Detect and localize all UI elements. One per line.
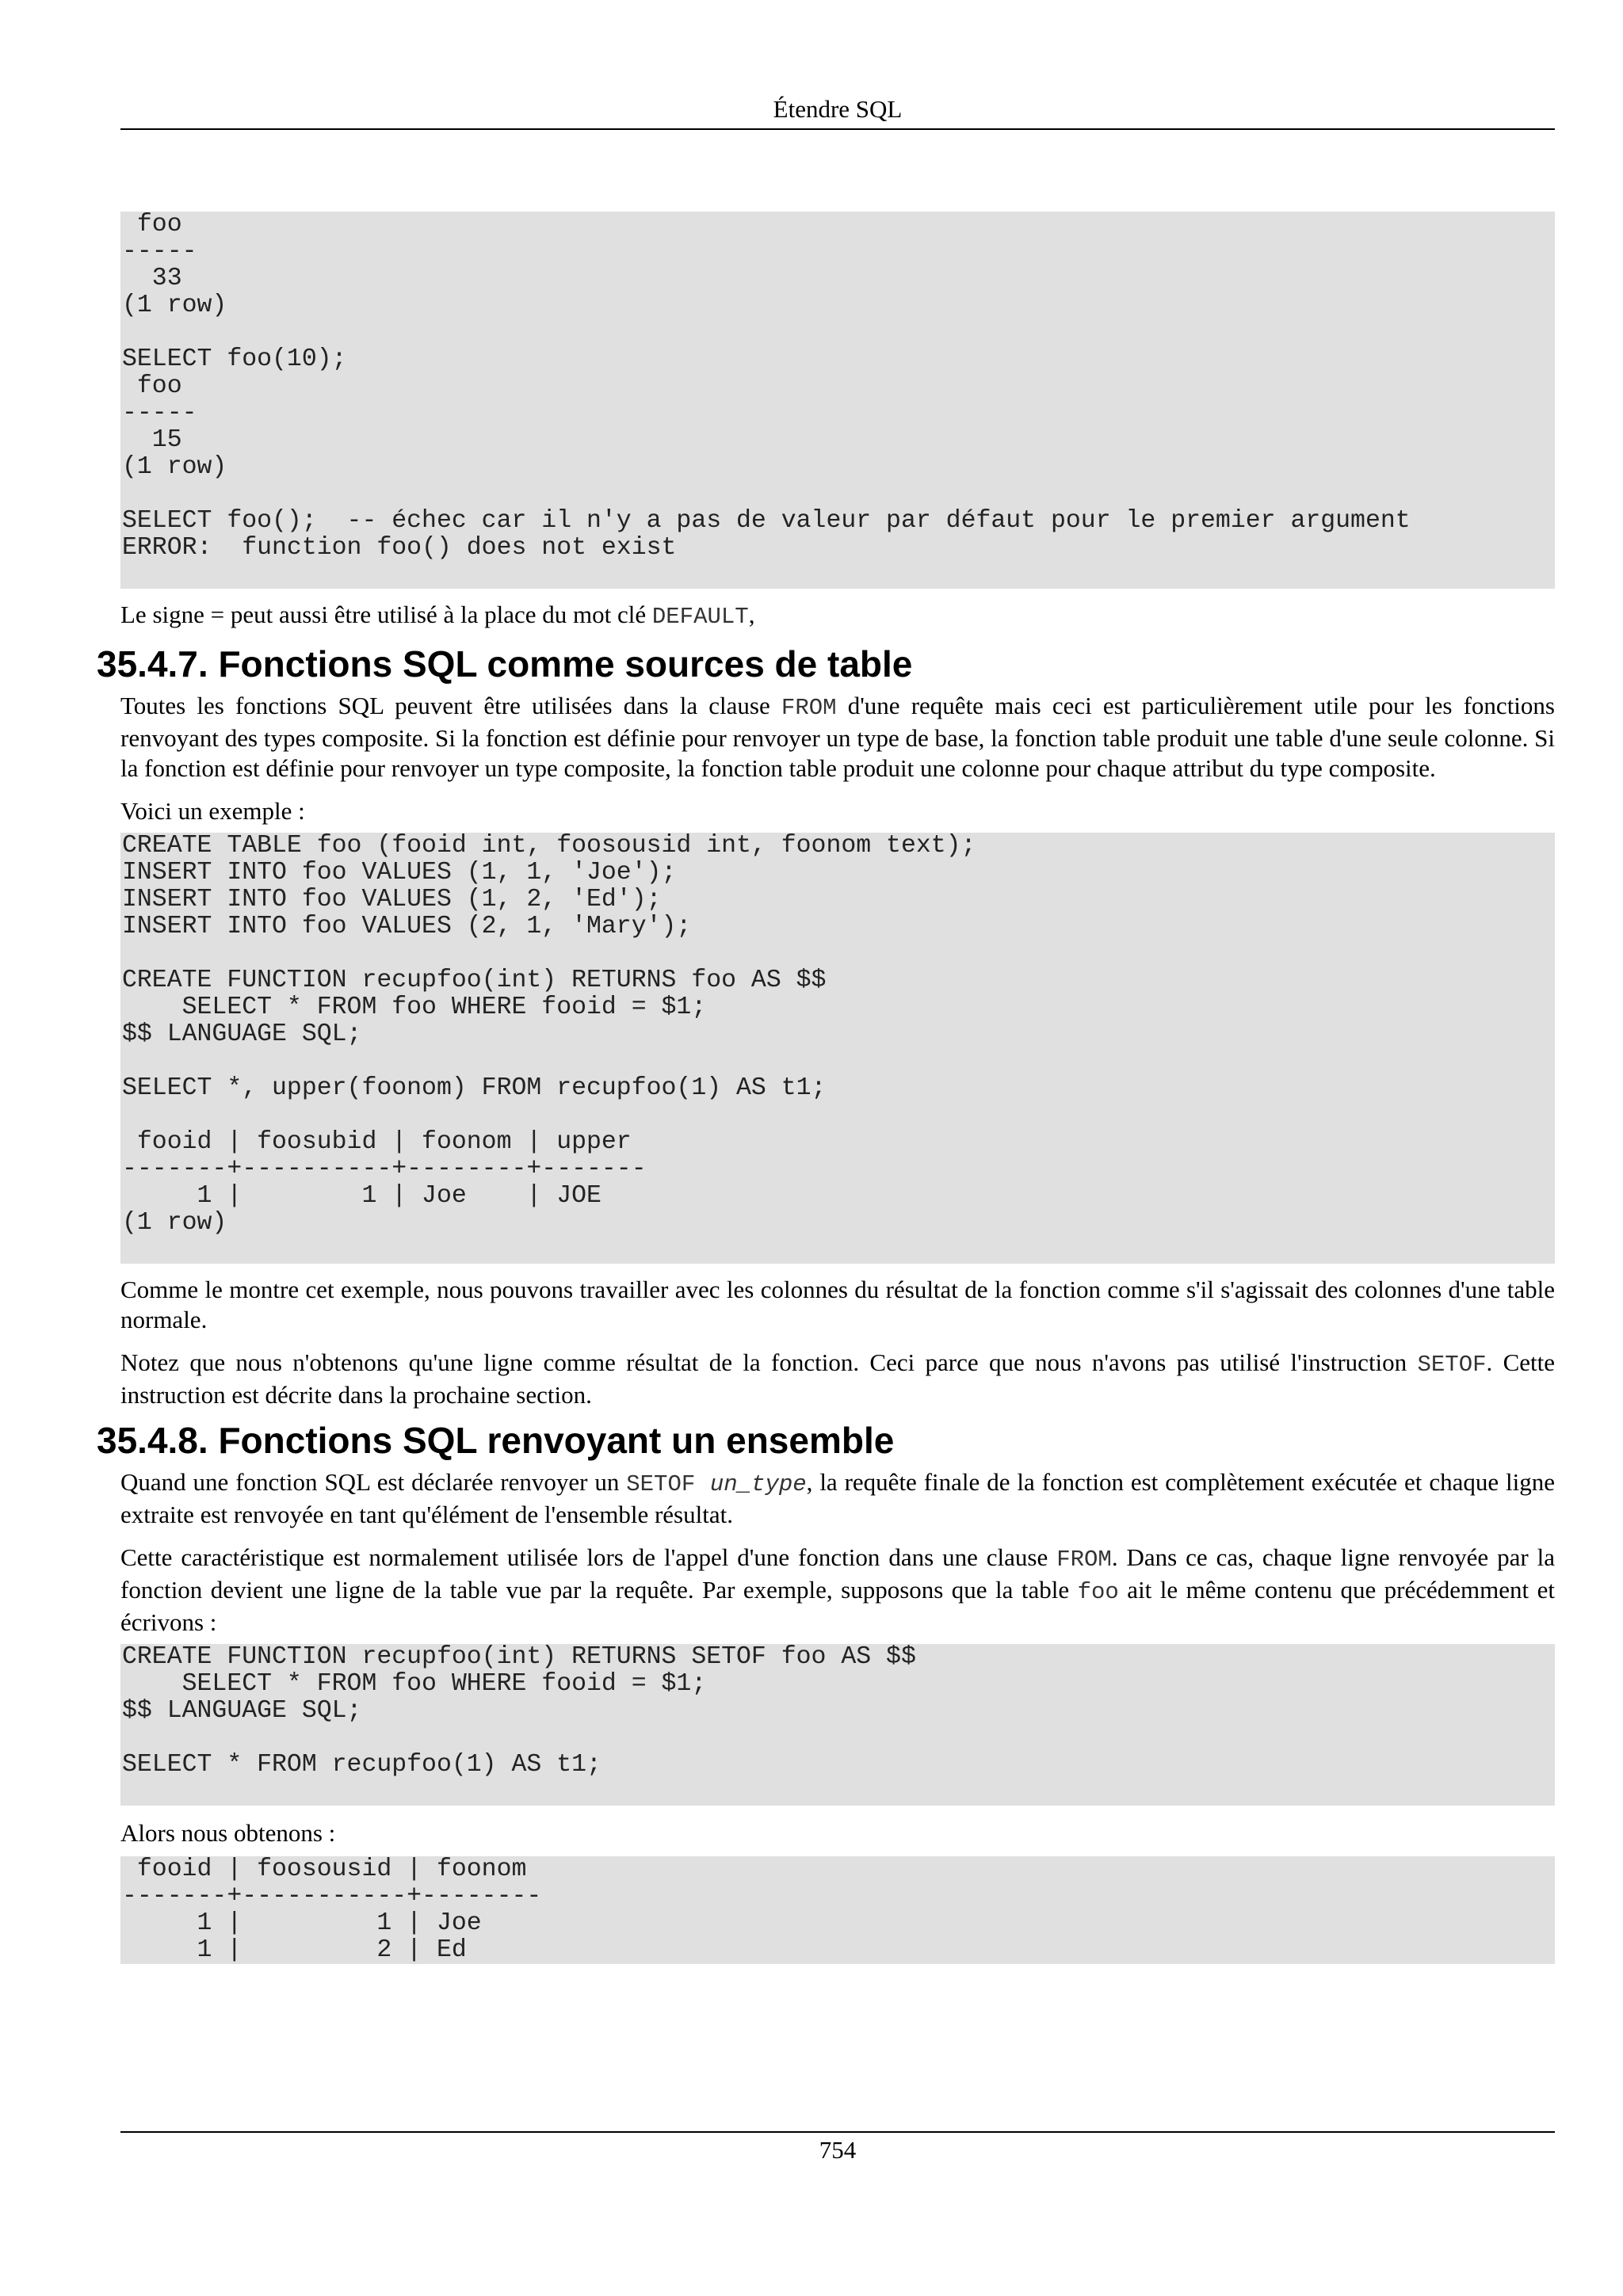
inline-code-default: DEFAULT bbox=[651, 604, 749, 630]
paragraph-from-clause-usage bbox=[120, 1543, 1555, 1638]
paragraph-sql-functions-from bbox=[120, 691, 1555, 784]
text-span: Toutes les fonctions SQL peuvent être utilisées dans la clause bbox=[120, 692, 781, 719]
inline-code-from: FROM bbox=[781, 695, 837, 721]
inline-code-foo: foo bbox=[1077, 1579, 1119, 1605]
header-rule bbox=[120, 128, 1555, 130]
text-span: Cette caractéristique est normalement utilisée lors de l'appel d'une fonction dans une clause bbox=[120, 1543, 1057, 1571]
inline-code-setof-keyword: SETOF bbox=[626, 1471, 710, 1497]
running-header: Étendre SQL bbox=[773, 95, 903, 123]
paragraph-setof-type bbox=[120, 1467, 1555, 1530]
text-span: Quand une fonction SQL est déclarée renvoyer un bbox=[120, 1468, 627, 1496]
footer-rule bbox=[120, 2131, 1555, 2133]
page-content bbox=[97, 212, 1556, 1964]
inline-code-un-type: un_type bbox=[709, 1471, 807, 1497]
code-block-recupfoo-setof: CREATE FUNCTION recupfoo(int) RETURNS SETOF foo AS $$ SELECT * FROM foo WHERE fooid = $1; $$ LANGUAGE SQL; SELECT * FROM recupfoo(1) AS t1; bbox=[120, 1644, 1555, 1806]
text-span: Notez que nous n'obtenons qu'une ligne comme résultat de la fonction. Ceci parce que nous n'avons pas utilisé l'instruction bbox=[120, 1348, 1418, 1376]
text-span: , la requête finale de la fonction est complètement exécutée et chaque ligne extraite est renvoyée en tant qu'élément de l'ensemble résultat. bbox=[120, 1468, 1555, 1528]
code-block-foo-results: foo ----- 33 (1 row) SELECT foo(10); foo ----- 15 (1 row) SELECT foo(); -- échec car il n'y a pas de valeur par défaut pour le premier argument ERROR: function foo() does not exist bbox=[120, 212, 1555, 589]
paragraph-default-sign bbox=[120, 600, 1555, 632]
paragraph-result-intro: Alors nous obtenons : bbox=[120, 1819, 336, 1847]
code-block-result-table: fooid | foosousid | foonom -------+-----------+-------- 1 | 1 | Joe 1 | 2 | Ed bbox=[120, 1856, 1555, 1964]
paragraph-setof-note bbox=[120, 1348, 1555, 1410]
paragraph-columns-explanation: Comme le montre cet exemple, nous pouvons travailler avec les colonnes du résultat de la fonction comme s'il s'agissait des colonnes d'une table normale. bbox=[120, 1276, 1555, 1333]
text-span: . Cette instruction est décrite dans la prochaine section. bbox=[120, 1348, 1556, 1409]
text-span: d'une requête mais ceci est particulièrement utile pour les fonctions renvoyant des types composite. Si la fonction est définie pour renvoyer un type de base, la fonction table produit une table d'une seule colonne. Si la fonction est définie pour renvoyer un type composite, la fonction table produit une colonne pour chaque attribut du type composite. bbox=[120, 692, 1555, 782]
page-number: 754 bbox=[819, 2136, 857, 2164]
section-heading-35-4-7: 35.4.7. Fonctions SQL comme sources de table bbox=[97, 643, 913, 685]
code-block-recupfoo: CREATE TABLE foo (fooid int, foosousid int, foonom text); INSERT INTO foo VALUES (1, 1, 'Joe'); INSERT INTO foo VALUES (1, 2, 'Ed'); INSERT INTO foo VALUES (2, 1, 'Mary'); CREATE FUNCTION recupfoo(int) RETURNS foo AS $$ SELECT * FROM foo WHERE fooid = $1; $$ LANGUAGE SQL; SELECT *, upper(foonom) FROM recupfoo(1) AS t1; fooid | foosubid | foonom | upper -------+----------+--------+------- 1 | 1 | Joe | JOE (1 row) bbox=[120, 833, 1555, 1264]
text-span: Le signe = peut aussi être utilisé à la place du mot clé bbox=[120, 601, 652, 628]
inline-code-from-2: FROM bbox=[1056, 1547, 1112, 1573]
text-span: . Dans ce cas, chaque ligne renvoyée par la fonction devient une ligne de la table vue par la requête. Par exemple, supposons que la table bbox=[120, 1543, 1555, 1604]
paragraph-example-intro: Voici un exemple : bbox=[120, 797, 305, 825]
text-span: , bbox=[748, 601, 755, 628]
inline-code-setof: SETOF bbox=[1417, 1352, 1487, 1378]
text-span: ait le même contenu que précédemment et écrivons : bbox=[120, 1576, 1555, 1636]
section-heading-35-4-8: 35.4.8. Fonctions SQL renvoyant un ensemble bbox=[97, 1420, 895, 1461]
